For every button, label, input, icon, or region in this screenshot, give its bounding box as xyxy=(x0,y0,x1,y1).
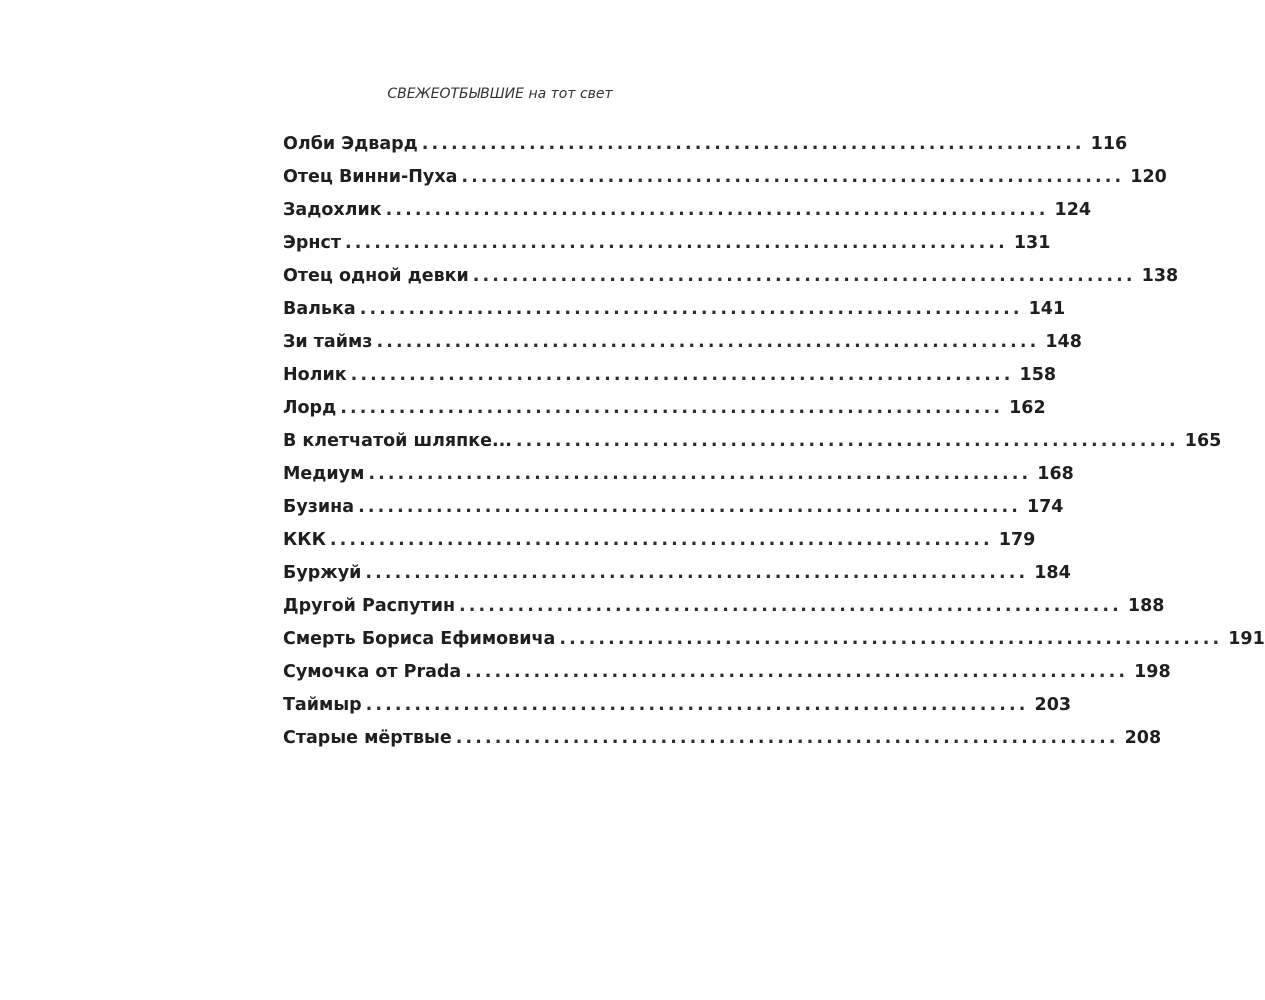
toc-entry-page: 208 xyxy=(1124,728,1162,748)
toc-entry-page: 184 xyxy=(1034,563,1071,583)
toc-entry xyxy=(283,328,1082,361)
toc-entry xyxy=(283,493,1064,526)
toc-entry-page: 191 xyxy=(1228,629,1265,649)
toc-entry xyxy=(283,130,1128,163)
toc-entry-title: Задохлик xyxy=(283,200,382,220)
toc-entry-page: 141 xyxy=(1028,299,1066,319)
toc-entry xyxy=(283,427,1222,460)
toc-entry-page: 188 xyxy=(1127,596,1165,616)
toc-entry-title: Отец Винни-Пуха xyxy=(283,167,458,187)
toc-entry-title: ККК xyxy=(283,530,326,550)
toc-entry xyxy=(283,262,1179,295)
toc-entry-title: Эрнст xyxy=(283,233,341,253)
toc-entry-title: Лорд xyxy=(283,398,337,418)
dot-leader: .................................................................... xyxy=(472,266,1136,286)
dot-leader: .................................................................... xyxy=(459,596,1122,616)
dot-leader: .................................................................... xyxy=(376,332,1040,352)
toc-entry xyxy=(283,658,1171,691)
toc-entry xyxy=(283,295,1066,328)
dot-leader: .................................................................... xyxy=(365,563,1029,583)
toc-entry xyxy=(283,394,1046,427)
toc-entry xyxy=(283,526,1036,559)
toc-entry-page: 174 xyxy=(1026,497,1064,517)
toc-entry-page: 138 xyxy=(1141,266,1179,286)
dot-leader: .................................................................... xyxy=(455,728,1119,748)
toc-entry xyxy=(283,163,1167,196)
toc-entry-page: 198 xyxy=(1134,662,1171,682)
dot-leader: .................................................................... xyxy=(421,134,1085,154)
dot-leader: .................................................................... xyxy=(515,431,1179,451)
dot-leader: .................................................................... xyxy=(329,530,993,550)
toc-entry xyxy=(283,691,1072,724)
toc-entry-page: 148 xyxy=(1045,332,1082,352)
toc-entry xyxy=(283,229,1051,262)
toc-entry xyxy=(283,592,1165,625)
toc-entry xyxy=(283,361,1057,394)
dot-leader: .................................................................... xyxy=(559,629,1223,649)
toc-entry-title: Буржуй xyxy=(283,563,362,583)
toc-entry-page: 203 xyxy=(1034,695,1072,715)
toc-entry-page: 124 xyxy=(1054,200,1092,220)
toc-entry-page: 168 xyxy=(1037,464,1074,484)
toc-entry-page: 162 xyxy=(1009,398,1046,418)
toc-entry-title: Старые мёртвые xyxy=(283,728,452,748)
dot-leader: .................................................................... xyxy=(461,167,1125,187)
toc-entry-page: 131 xyxy=(1013,233,1051,253)
toc-entry-page: 179 xyxy=(998,530,1036,550)
toc-entry-title: Таймыр xyxy=(283,695,362,715)
toc-entry-title: Валька xyxy=(283,299,356,319)
toc-entry-page: 116 xyxy=(1090,134,1128,154)
toc-entry xyxy=(283,196,1092,229)
toc-entry-page: 120 xyxy=(1130,167,1167,187)
dot-leader: .................................................................... xyxy=(340,398,1004,418)
toc-entry-title: Другой Распутин xyxy=(283,596,456,616)
toc-entry-title: Олби Эдвард xyxy=(283,134,418,154)
toc-entry-title: Смерть Бориса Ефимовича xyxy=(283,629,556,649)
toc-entry xyxy=(283,559,1071,592)
toc-entry-page: 158 xyxy=(1019,365,1057,385)
dot-leader: .................................................................... xyxy=(359,299,1023,319)
dot-leader: .................................................................... xyxy=(344,233,1008,253)
toc-entry-title: Нолик xyxy=(283,365,347,385)
table-of-contents xyxy=(283,130,1265,757)
toc-entry-title: В клетчатой шляпке... xyxy=(283,431,512,451)
running-header: СВЕЖЕОТБЫВШИЕ на тот свет xyxy=(387,86,613,102)
dot-leader: .................................................................... xyxy=(465,662,1129,682)
toc-entry xyxy=(283,460,1074,493)
dot-leader: .................................................................... xyxy=(358,497,1021,517)
dot-leader: .................................................................... xyxy=(368,464,1032,484)
toc-entry-page: 165 xyxy=(1184,431,1222,451)
dot-leader: .................................................................... xyxy=(350,365,1014,385)
toc-entry-title: Отец одной девки xyxy=(283,266,469,286)
toc-entry-title: Сумочка от Prada xyxy=(283,662,462,682)
toc-entry-title: Бузина xyxy=(283,497,355,517)
dot-leader: .................................................................... xyxy=(365,695,1029,715)
toc-entry-title: Медиум xyxy=(283,464,365,484)
toc-entry xyxy=(283,625,1265,658)
toc-entry xyxy=(283,724,1162,757)
toc-entry-title: Зи таймз xyxy=(283,332,373,352)
dot-leader: .................................................................... xyxy=(385,200,1049,220)
